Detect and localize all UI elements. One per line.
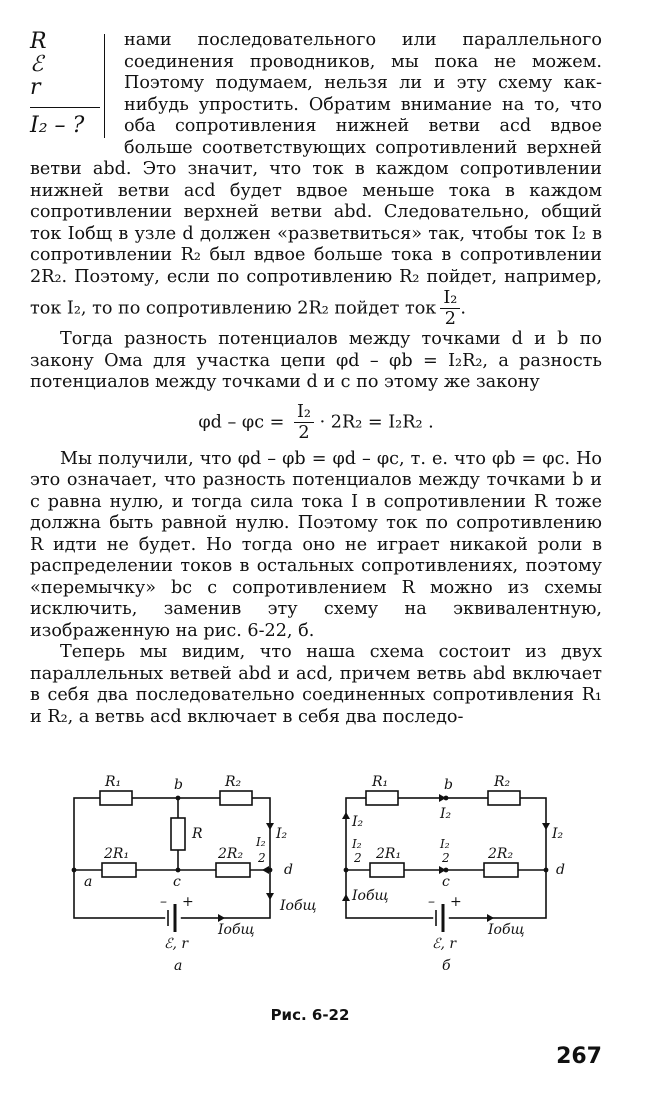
given-emf: ℰ — [30, 52, 44, 77]
arrow-I2-a — [266, 823, 274, 830]
label-figure-a: а — [174, 958, 183, 974]
arrow-half-mid-b — [439, 866, 446, 874]
label-half-left-den-b: 2 — [354, 851, 362, 865]
arrow-Iobsh-right-a — [266, 893, 274, 900]
label-b-b: b — [444, 777, 453, 793]
label-R2-b: R₂ — [494, 774, 511, 790]
label-minus-a: – — [160, 894, 167, 910]
label-b-a: b — [174, 777, 183, 793]
label-half-mid-den-b: 2 — [442, 851, 450, 865]
label-emf-a: ℰ, r — [164, 936, 189, 952]
label-2R1-b: 2R₁ — [376, 846, 402, 862]
label-d-a: d — [284, 862, 293, 878]
label-I2half-num-a: I₂ — [256, 835, 266, 849]
given-r: r — [30, 75, 41, 100]
arrow-Iobsh-bottom-b — [487, 914, 494, 922]
label-d-b: d — [556, 862, 565, 878]
arrow-Iobsh-left-b — [342, 894, 350, 901]
label-I2-mid-b: I₂ — [440, 806, 452, 822]
arrow-I2-left-b — [342, 812, 350, 819]
label-2R2-b: 2R₂ — [488, 846, 514, 862]
arrow-I2-right-b — [542, 823, 550, 830]
label-figure-b: б — [442, 958, 451, 974]
formula: φd – φc = $\frac{\text{I₂}}{2}$ · 2R₂ = I₂R₂ . — [198, 401, 434, 443]
resistor-R2-b — [488, 791, 520, 805]
label-Iobsh-bottom-b: Iобщ — [488, 922, 525, 938]
resistor-2R1-a — [102, 863, 136, 877]
arrow-I2half-a — [262, 866, 269, 874]
resistor-2R1-b — [370, 863, 404, 877]
resistor-R-a — [171, 818, 185, 850]
paragraph-4: Теперь мы видим, что наша схема состоит из двух параллельных ветвей abd и acd, причем ветвь abd включает в себя два последовательно соединенных сопротивления R₁ и R₂, а ветвь acd включает в себя два последо- — [30, 642, 602, 727]
label-R-a: R — [192, 826, 203, 842]
label-Iobsh-bottom-a: Iобщ — [218, 922, 255, 938]
resistor-2R2-a — [216, 863, 250, 877]
arrow-Iobsh-bottom-a — [218, 914, 225, 922]
label-I2-left-b: I₂ — [352, 814, 364, 830]
label-I2-right-b: I₂ — [552, 826, 564, 842]
resistor-R2-a — [220, 791, 252, 805]
label-R1-b: R₁ — [372, 774, 389, 790]
paragraph-2: Тогда разность потенциалов между точками d и b по закону Ома для участка цепи φd – φb = I₂R₂, а разность потенциалов между точками d и c по этому же закону — [30, 329, 602, 392]
label-c-a: c — [173, 874, 181, 890]
resistor-R1-b — [366, 791, 398, 805]
figure-caption: Рис. 6-22 — [270, 1006, 350, 1024]
resistor-2R2-b — [484, 863, 518, 877]
label-R2-a: R₂ — [225, 774, 242, 790]
label-I2half-den-a: 2 — [258, 851, 266, 865]
page-number: 267 — [556, 1044, 602, 1069]
label-plus-a: + — [182, 894, 194, 910]
fraction-I2-over-2: $\frac{\text{I₂}}{2}$ — [440, 288, 460, 329]
label-Iobsh-left-b: Iобщ — [352, 888, 389, 904]
label-emf-b: ℰ, r — [432, 936, 457, 952]
find-I2: I₂ – ? — [30, 113, 85, 138]
label-a-a: a — [84, 874, 93, 890]
given-R: R — [30, 29, 47, 54]
label-half-mid-num-b: I₂ — [440, 837, 450, 851]
label-minus-b: – — [428, 894, 435, 910]
label-plus-b: + — [450, 894, 462, 910]
label-R1-a: R₁ — [105, 774, 122, 790]
label-half-left-num-b: I₂ — [352, 837, 362, 851]
label-2R1-a: 2R₁ — [104, 846, 130, 862]
label-2R2-a: 2R₂ — [218, 846, 244, 862]
arrow-I2-mid-b — [439, 794, 446, 802]
label-Iobsh-right-a: Iобщ — [280, 898, 317, 914]
label-I2-a: I₂ — [276, 826, 288, 842]
resistor-R1-a — [100, 791, 132, 805]
label-c-b: c — [442, 874, 450, 890]
paragraph-1: нами последовательного или параллельного соединения проводников, мы пока не можем. Поэтому подумаем, нельзя ли и эту схему как-нибудь упростить. Обратим внимание на то, что оба сопротивления нижней ветви acd вдвое больше соответствующих сопротивлений верхней ветви abd. Это значит, что ток в каждом сопротивлении нижней ветви acd будет вдвое меньше тока в каждом сопротивлении верхней ветви abd. Следовательно, общий ток Iобщ в узле d должен «разветвиться» так, чтобы ток I₂ в сопротивлении R₂ был вдвое больше тока в сопротивлении 2R₂. Поэтому, если по сопротивлению R₂ пойдет, например, ток I₂, то по сопротивлению 2R₂ пойдет ток $\frac{\text{I₂}}{2}$ . — [30, 30, 602, 329]
paragraph-3: Мы получили, что φd – φb = φd – φc, т. е. что φb = φc. Но это означает, что разность потенциалов между точками b и c равна нулю, и тогда сила тока I в сопротивлении R тоже должна быть равной нулю. Поэтому ток по сопротивлению R идти не будет. Но тогда оно не играет никакой роли в распределении токов в остальных сопротивлениях, поэтому «перемычку» bc с сопротивлением R можно из схемы исключить, заменив эту схему на эквивалентную, изображенную на рис. 6-22, б. — [30, 448, 602, 641]
